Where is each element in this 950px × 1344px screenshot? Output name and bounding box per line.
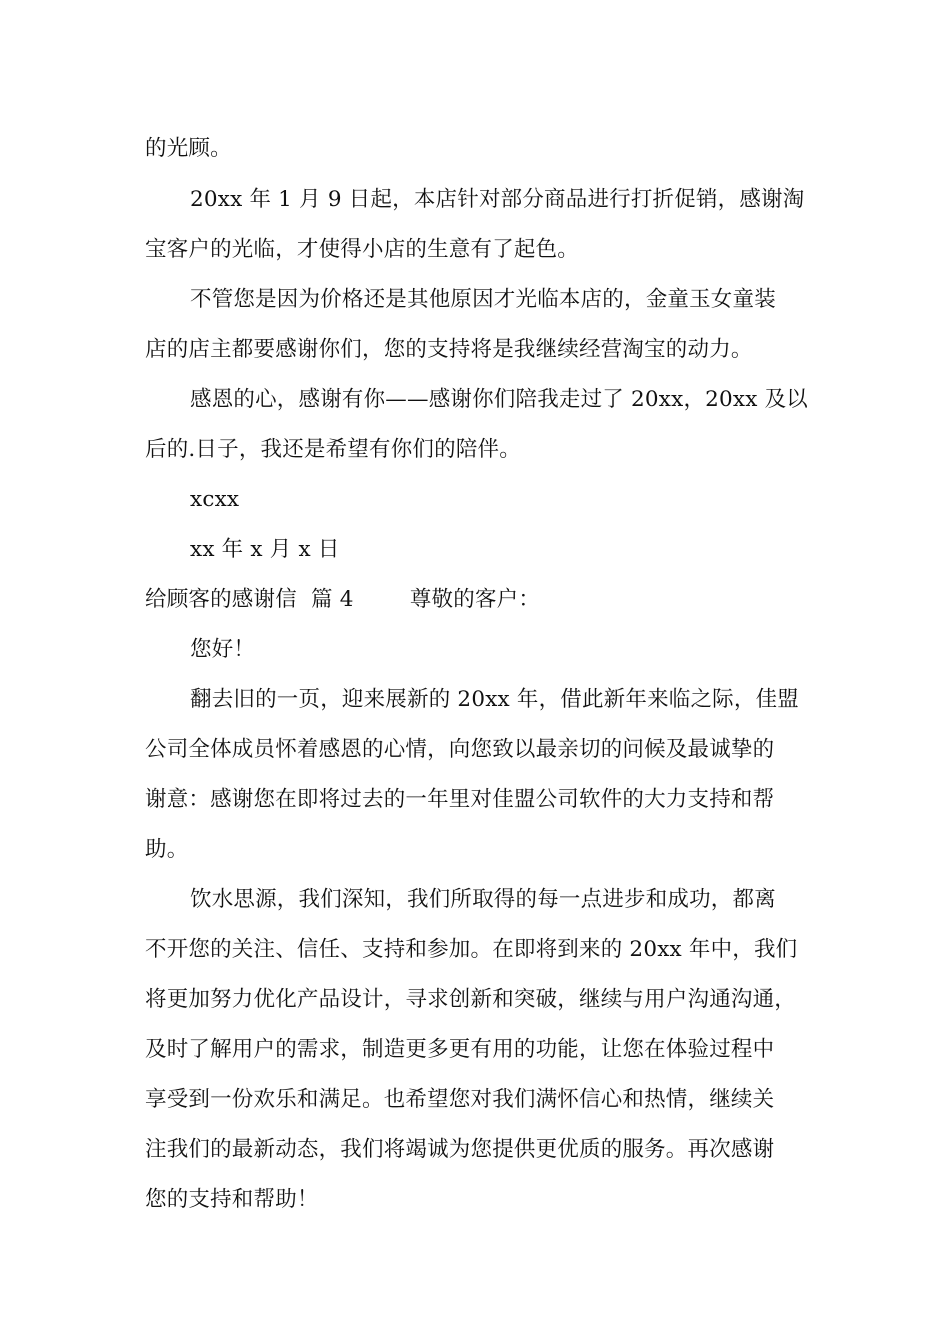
greeting: 您好！ <box>190 637 256 662</box>
text-line: 助。 <box>145 837 189 862</box>
text-line: 宝客户的光临，才使得小店的生意有了起色。 <box>145 237 580 262</box>
text-line: 后的.日子，我还是希望有你们的陪伴。 <box>145 437 521 462</box>
text-line: 注我们的最新动态，我们将竭诚为您提供更优质的服务。再次感谢 <box>145 1137 775 1162</box>
signature-name: xcxx <box>190 487 240 512</box>
text-line: 翻去旧的一页，迎来展新的 20xx 年，借此新年来临之际，佳盟 <box>190 687 799 712</box>
text-line: 的光顾。 <box>145 136 232 161</box>
text-line: 享受到一份欢乐和满足。也希望您对我们满怀信心和热情，继续关 <box>145 1087 775 1112</box>
text-line: 您的支持和帮助！ <box>145 1187 319 1212</box>
text-line: 及时了解用户的需求，制造更多更有用的功能，让您在体验过程中 <box>145 1037 775 1062</box>
text-line: 店的店主都要感谢你们，您的支持将是我继续经营淘宝的动力。 <box>145 337 753 362</box>
text-line: 不开您的关注、信任、支持和参加。在即将到来的 20xx 年中，我们 <box>145 937 798 962</box>
text-line: 感恩的心，感谢有你——感谢你们陪我走过了 20xx，20xx 及以 <box>190 387 808 412</box>
section-heading: 给顾客的感谢信 篇 4 尊敬的客户： <box>145 587 541 612</box>
text-line: 谢意：感谢您在即将过去的一年里对佳盟公司软件的大力支持和帮 <box>145 787 775 812</box>
text-line: 将更加努力优化产品设计，寻求创新和突破，继续与用户沟通沟通， <box>145 987 797 1012</box>
text-line: 不管您是因为价格还是其他原因才光临本店的，金童玉女童装 <box>190 287 776 312</box>
text-line: 饮水思源，我们深知，我们所取得的每一点进步和成功，都离 <box>190 887 776 912</box>
text-line: 公司全体成员怀着感恩的心情，向您致以最亲切的问候及最诚挚的 <box>145 737 775 762</box>
signature-date: xx 年 x 月 x 日 <box>190 537 340 562</box>
text-line: 20xx 年 1 月 9 日起，本店针对部分商品进行打折促销，感谢淘 <box>190 187 805 212</box>
